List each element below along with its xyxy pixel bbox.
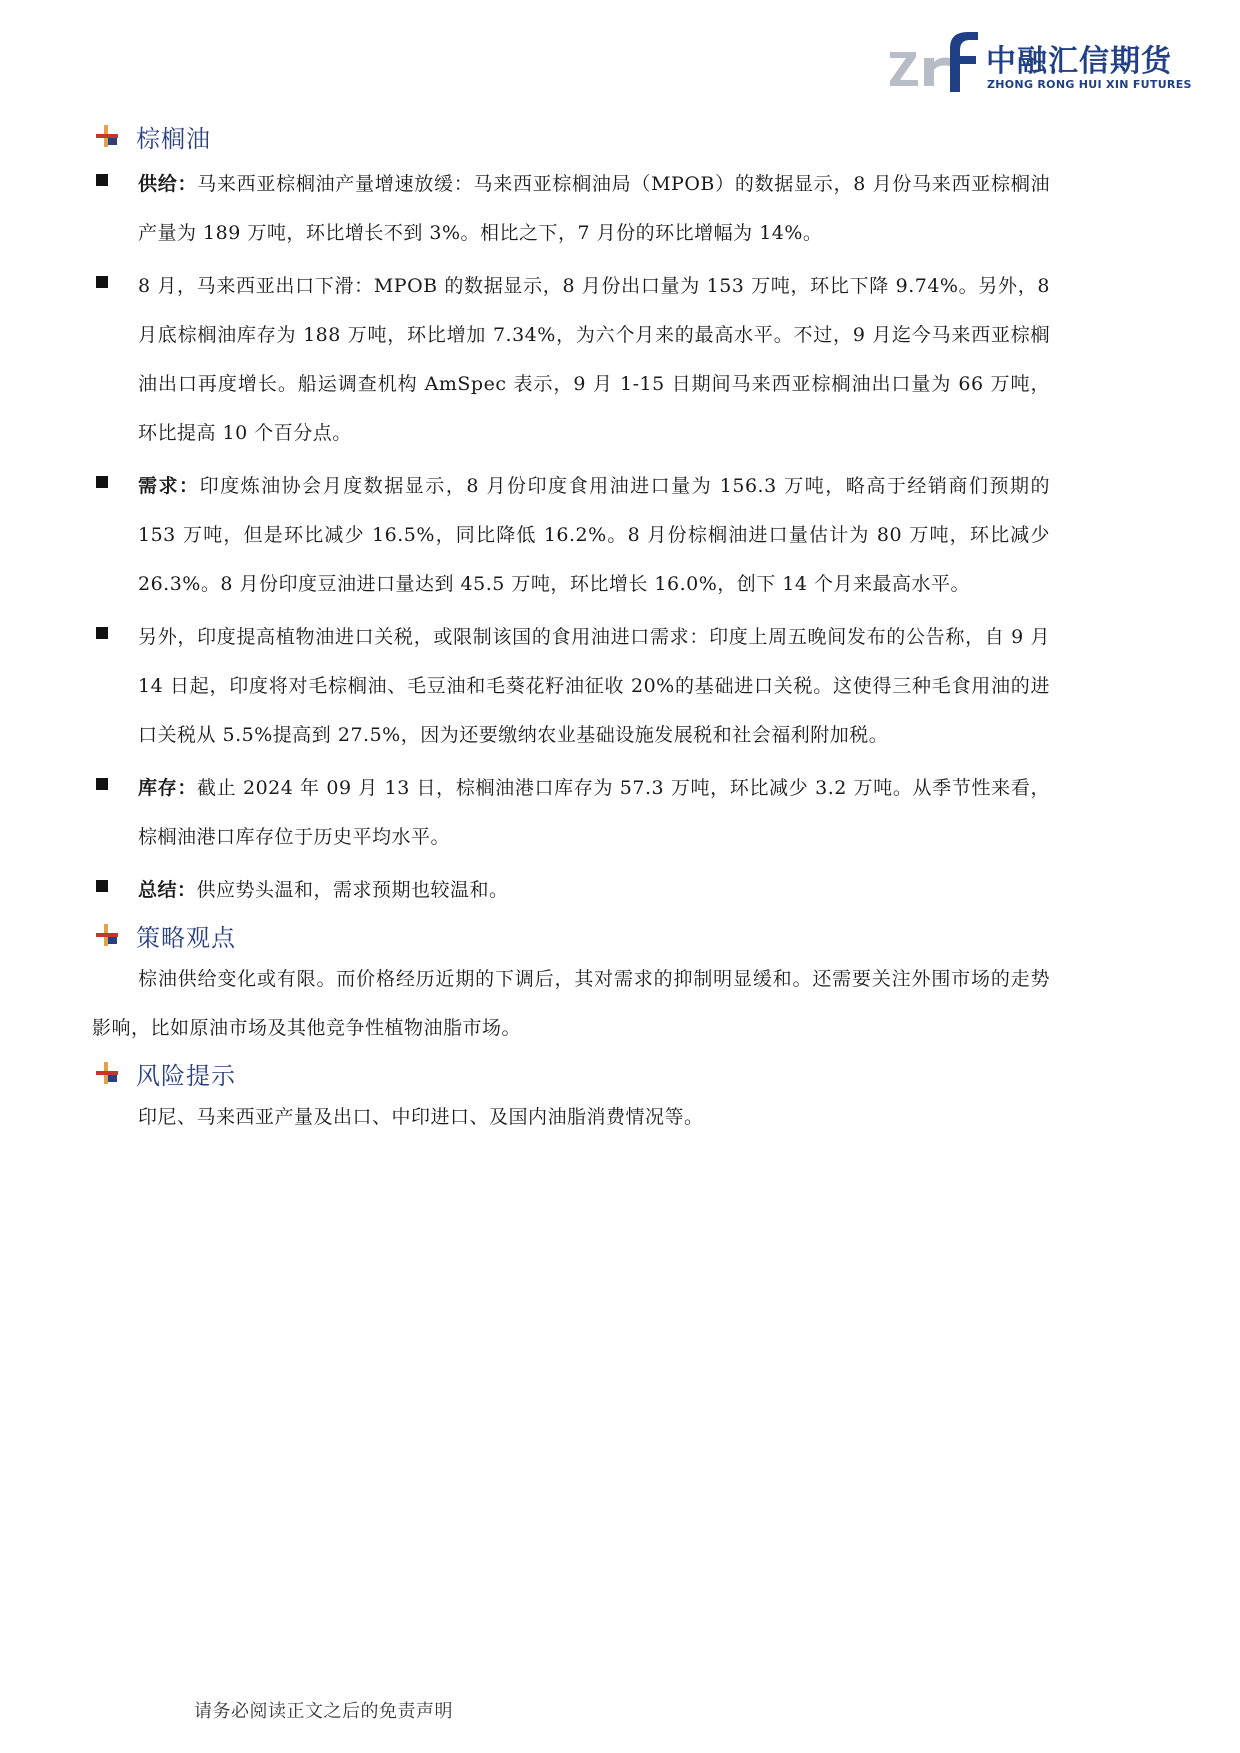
list-item	[92, 866, 1050, 915]
cross-marker-icon	[94, 1060, 120, 1086]
risk-paragraph: 印尼、马来西亚产量及出口、中印进口、及国内油脂消费情况等。	[138, 1106, 704, 1128]
square-bullet-icon	[92, 262, 138, 458]
square-bullet-icon	[92, 613, 138, 760]
list-item	[92, 764, 1050, 862]
section-heading-palm-oil	[92, 116, 1050, 156]
section-title: 棕榈油	[136, 124, 211, 153]
section-heading-risk	[92, 1053, 1050, 1093]
footer-disclaimer: 请务必阅读正文之后的免责声明	[194, 1701, 453, 1722]
square-bullet-icon	[92, 160, 138, 258]
list-item	[92, 613, 1050, 760]
item-label: 供给：	[138, 173, 198, 195]
section-title: 策略观点	[136, 923, 236, 952]
section-heading-strategy	[92, 915, 1050, 955]
square-bullet-icon	[92, 764, 138, 862]
list-item	[92, 160, 1050, 258]
item-text: 8 月，马来西亚出口下滑：MPOB 的数据显示，8 月份出口量为 153 万吨，环比下降 9.74%。另外，8 月底棕榈油库存为 188 万吨，环比增加 7.34%，为六个月来的最高水平。不过，9 月迄今马来西亚棕榈油出口再度增长。船运调查机构 AmSpec 表示，9 月 1-15 日期间马来西亚棕榈油出口量为 66 万吨，环比提高 10 个百分点。	[138, 275, 1050, 444]
section-title: 风险提示	[136, 1061, 236, 1090]
item-text: 另外，印度提高植物油进口关税，或限制该国的食用油进口需求：印度上周五晚间发布的公告称，自 9 月 14 日起，印度将对毛棕榈油、毛豆油和毛葵花籽油征收 20%的基础进口关税。这使得三种毛食用油的进口关税从 5.5%提高到 27.5%，因为还要缴纳农业基础设施发展税和社会福利附加税。	[138, 626, 1050, 746]
square-bullet-icon	[92, 462, 138, 609]
item-text: 截止 2024 年 09 月 13 日，棕榈油港口库存为 57.3 万吨，环比减少 3.2 万吨。从季节性来看，棕榈油港口库存位于历史平均水平。	[138, 777, 1050, 848]
list-item	[92, 462, 1050, 609]
logo-english-name: ZHONG RONG HUI XIN FUTURES	[987, 78, 1192, 91]
strategy-paragraph: 棕油供给变化或有限。而价格经历近期的下调后，其对需求的抑制明显缓和。还需要关注外围市场的走势影响，比如原油市场及其他竞争性植物油脂市场。	[92, 968, 1050, 1039]
document-body	[92, 116, 1050, 1142]
item-text: 印度炼油协会月度数据显示，8 月份印度食用油进口量为 156.3 万吨，略高于经销商们预期的 153 万吨，但是环比减少 16.5%，同比降低 16.2%。8 月份棕榈油进口量估计为 80 万吨，环比减少 26.3%。8 月份印度豆油进口量达到 45.5 万吨，环比增长 16.0%，创下 14 个月来最高水平。	[138, 475, 1050, 595]
list-item	[92, 262, 1050, 458]
logo-mark-icon	[888, 30, 982, 92]
company-logo	[888, 30, 1192, 94]
item-text: 马来西亚棕榈油产量增速放缓：马来西亚棕榈油局（MPOB）的数据显示，8 月份马来西亚棕榈油产量为 189 万吨，环比增长不到 3%。相比之下，7 月份的环比增幅为 14%。	[138, 173, 1050, 244]
item-label: 库存：	[138, 777, 197, 799]
cross-marker-icon	[94, 123, 120, 149]
square-bullet-icon	[92, 866, 138, 915]
item-label: 总结：	[138, 879, 197, 901]
logo-chinese-name: 中融汇信期货	[986, 44, 1172, 79]
item-label: 需求：	[138, 475, 200, 497]
item-text: 供应势头温和，需求预期也较温和。	[196, 879, 509, 901]
cross-marker-icon	[94, 922, 120, 948]
